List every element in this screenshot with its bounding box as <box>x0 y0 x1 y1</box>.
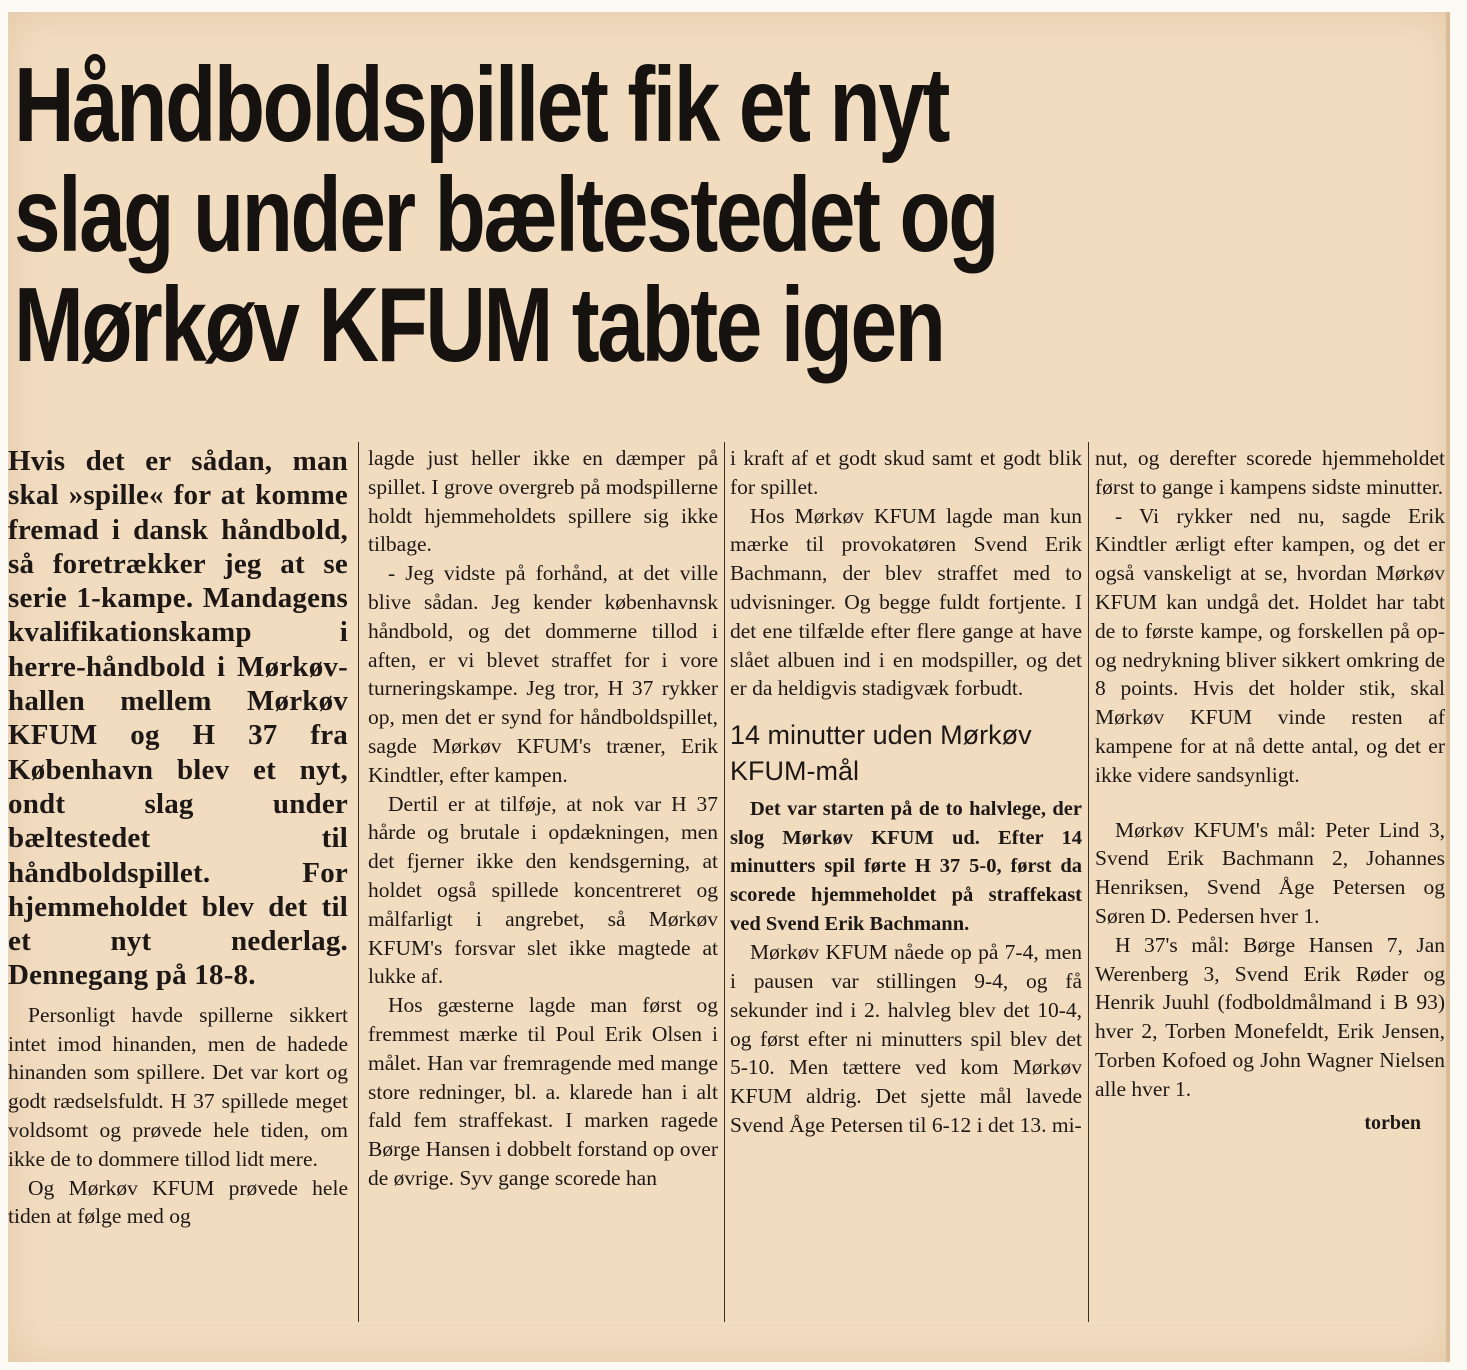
scorers-paragraph: Mørkøv KFUM's mål: Peter Lind 3, Svend Erik Bachmann 2, Johannes Henriksen, Svend Åge Petersen og Søren D. Pedersen hver 1. <box>1095 817 1445 928</box>
body-paragraph: Personligt havde spillerne sikkert intet imod hinanden, men de hadede hinanden som spillere. Det var kort og godt rædselsfuldt. H 37 spillede meget voldsomt og prøvede hele tiden, om ikke de to dommere tillod lidt mere. <box>8 1002 348 1171</box>
subheading: 14 minutter uden Mørkøv KFUM-mål <box>730 720 1032 787</box>
body-paragraph: lagde just heller ikke en dæmper på spillet. I grove overgreb på modspillerne holdt hjemmeholdets spillere sig ikke tilbage. <box>368 446 718 557</box>
body-paragraph: i kraft af et godt skud samt et godt blik for spillet. <box>730 446 1082 499</box>
intro-paragraph: Det var starten på de to halvlege, der slog Mørkøv KFUM ud. Efter 14 minutters spil førte H 37 5-0, først da scorede hjemmeholdet på straffekast ved Svend Erik Bachmann. <box>730 798 1082 935</box>
headline-line-3: Mørkøv KFUM tabte igen <box>14 266 944 384</box>
column-4 <box>1095 444 1445 1135</box>
body-paragraph: Hos Mørkøv KFUM lagde man kun mærke til provokatøren Svend Erik Bachmann, der blev straffet med to udvisninger. Og begge fuldt fortjente. I det ene tilfælde efter flere gange at have slået albuen ind i en modspiller, og det er da heldigvis stadigvæk forbudt. <box>730 503 1082 701</box>
lead-paragraph: Hvis det er sådan, man skal »spille« for at komme fremad i dansk håndbold, så foretrækker jeg at se serie 1-kampe. Mandagens kvalifikationskamp i herre-håndbold i Mørkøv-hallen mellem Mørkøv KFUM og H 37 fra København blev et nyt, ondt slag under bæltestedet til håndboldspillet. For hjemmeholdet blev det til et nyt nederlag. Dennegang på 18-8. <box>8 445 348 992</box>
headline-line-2: slag under bæltestedet og <box>14 156 998 274</box>
column-rule <box>1088 442 1089 1322</box>
body-paragraph: - Vi rykker ned nu, sagde Erik Kindtler ærligt efter kampen, og det er også vanskeligt at se, hvordan Mørkøv KFUM kan undgå det. Holdet har tabt de to første kampe, og forskellen på op- og nedrykning bliver sikkert omkring de 8 points. Hvis det holder stik, skal Mørkøv KFUM vinde resten af kampene for at nå dette antal, og det er ikke videre sandsynligt. <box>1095 503 1445 787</box>
column-2 <box>368 444 718 1193</box>
body-paragraph: nut, og derefter scorede hjemmeholdet først to gange i kampens sidste minutter. <box>1095 446 1445 499</box>
column-3 <box>730 444 1082 1140</box>
body-paragraph: Hos gæsterne lagde man først og fremmest mærke til Poul Erik Olsen i målet. Han var fremragende med mange store redninger, bl. a. klarede han i alt fald fem straffekast. I marken ragede Børge Hansen i dobbelt forstand op over de øvrige. Syv gange scorede han <box>368 993 718 1190</box>
body-paragraph: Og Mørkøv KFUM prøvede hele tiden at følge med og <box>8 1175 348 1229</box>
body-paragraph: - Jeg vidste på forhånd, at det ville blive sådan. Jeg kender københavnsk håndbold, og det dommerne tillod i aften, er vi blevet straffet for i vore turneringskampe. Jeg tror, H 37 rykker op, men det er synd for håndboldspillet, sagde Mørkøv KFUM's træner, Erik Kindtler, efter kampen. <box>368 561 718 787</box>
body-paragraph: Dertil er at tilføje, at nok var H 37 hårde og brutale i opdækningen, men det fjerner ikke den kendsgerning, at holdet også spillede koncentreret og målfarligt i angrebet, så Mørkøv KFUM's forsvar slet ikke magtede at lukke af. <box>368 791 718 989</box>
column-rule <box>358 442 359 1322</box>
byline: torben <box>1364 1111 1421 1134</box>
scorers-paragraph: H 37's mål: Børge Hansen 7, Jan Werenberg 3, Svend Erik Røder og Henrik Juuhl (fodboldmålmand i B 93) hver 2, Torben Monefeldt, Erik Jensen, Torben Kofoed og John Wagner Nielsen alle hver 1. <box>1095 932 1445 1101</box>
headline <box>14 46 1136 384</box>
column-1 <box>8 444 348 1231</box>
body-paragraph: Mørkøv KFUM nåede op på 7-4, men i pausen var stillingen 9-4, og få sekunder ind i 2. halvleg blev det 10-4, og først efter ni minutters spil blev det 5-10. Men tættere ved kom Mørkøv KFUM aldrig. Det sjette mål lavede Svend Åge Petersen til 6-12 i det 13. mi- <box>730 940 1082 1137</box>
column-rule <box>724 442 725 1322</box>
newspaper-clipping <box>8 12 1450 1362</box>
headline-line-1: Håndboldspillet fik et nyt <box>14 46 949 164</box>
clipping-edge <box>1446 12 1450 1362</box>
